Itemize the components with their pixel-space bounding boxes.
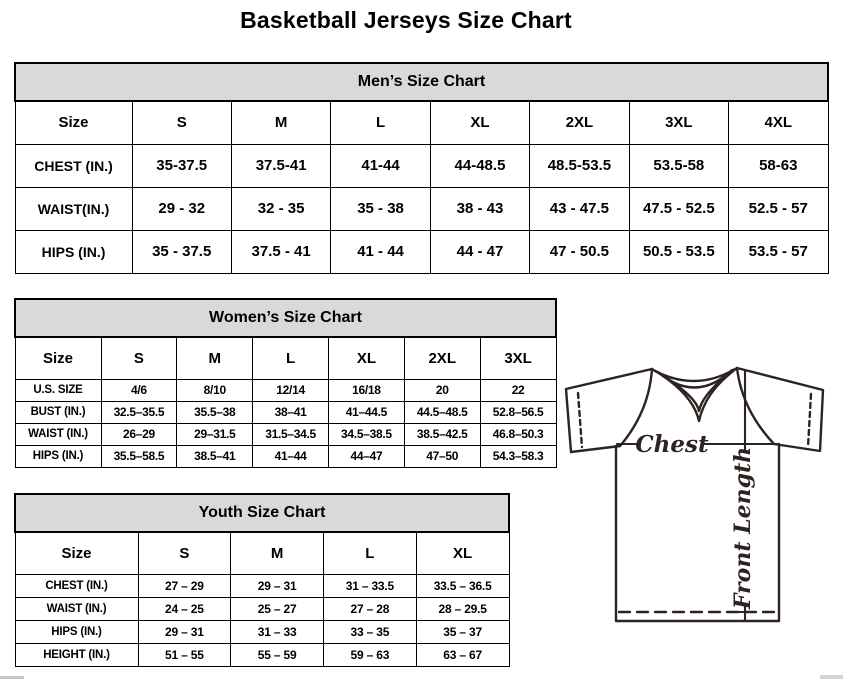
youth-column-header-row <box>15 532 509 574</box>
womens-value-cell: 54.3–58.3 <box>480 445 556 467</box>
mens-value-cell: 43 - 47.5 <box>530 187 629 230</box>
womens-value-cell: 35.5–58.5 <box>101 445 177 467</box>
womens-column-header: L <box>253 337 329 379</box>
youth-value-cell: 29 – 31 <box>138 620 231 643</box>
youth-column-header: M <box>231 532 324 574</box>
mens-column-header: M <box>231 101 330 144</box>
mens-value-cell: 44-48.5 <box>430 144 529 187</box>
womens-column-header: Size <box>15 337 101 379</box>
womens-value-cell: 46.8–50.3 <box>480 423 556 445</box>
mens-table-header-band <box>15 63 828 101</box>
youth-size-table <box>14 493 510 667</box>
womens-value-cell: 12/14 <box>253 379 329 401</box>
youth-value-cell: 35 – 37 <box>416 620 509 643</box>
womens-row-label: BUST (IN.) <box>15 401 101 423</box>
womens-value-cell: 38.5–42.5 <box>404 423 480 445</box>
womens-value-cell: 41–44.5 <box>328 401 404 423</box>
youth-data-row <box>15 620 509 643</box>
womens-value-cell: 8/10 <box>177 379 253 401</box>
womens-data-row <box>15 379 556 401</box>
mens-value-cell: 41-44 <box>331 144 430 187</box>
jersey-measurement-diagram <box>552 350 843 635</box>
womens-table-header-band <box>15 299 556 337</box>
youth-value-cell: 27 – 29 <box>138 574 231 597</box>
mens-value-cell: 29 - 32 <box>132 187 231 230</box>
youth-value-cell: 33.5 – 36.5 <box>416 574 509 597</box>
mens-column-header-row <box>15 101 828 144</box>
youth-row-label: CHEST (IN.) <box>15 574 138 597</box>
womens-row-label: U.S. SIZE <box>15 379 101 401</box>
youth-value-cell: 33 – 35 <box>324 620 417 643</box>
mens-value-cell: 44 - 47 <box>430 230 529 273</box>
womens-value-cell: 47–50 <box>404 445 480 467</box>
youth-column-header: L <box>324 532 417 574</box>
womens-column-header-row <box>15 337 556 379</box>
mens-row-label: WAIST(IN.) <box>15 187 132 230</box>
womens-column-header: 3XL <box>480 337 556 379</box>
jersey-right-sleeve-seam <box>737 368 774 444</box>
womens-data-row <box>15 401 556 423</box>
mens-column-header: 3XL <box>629 101 728 144</box>
womens-value-cell: 4/6 <box>101 379 177 401</box>
mens-column-header: L <box>331 101 430 144</box>
mens-table-title: Men’s Size Chart <box>15 63 828 101</box>
youth-value-cell: 59 – 63 <box>324 643 417 666</box>
womens-value-cell: 38.5–41 <box>177 445 253 467</box>
mens-value-cell: 32 - 35 <box>231 187 330 230</box>
womens-value-cell: 38–41 <box>253 401 329 423</box>
youth-value-cell: 28 – 29.5 <box>416 597 509 620</box>
mens-column-header: 4XL <box>729 101 828 144</box>
womens-value-cell: 44–47 <box>328 445 404 467</box>
womens-value-cell: 29–31.5 <box>177 423 253 445</box>
youth-data-row <box>15 597 509 620</box>
mens-data-row <box>15 187 828 230</box>
mens-value-cell: 58-63 <box>729 144 828 187</box>
youth-data-row <box>15 643 509 666</box>
mens-size-table <box>14 62 829 274</box>
womens-value-cell: 34.5–38.5 <box>328 423 404 445</box>
youth-value-cell: 63 – 67 <box>416 643 509 666</box>
womens-value-cell: 22 <box>480 379 556 401</box>
womens-row-label: WAIST (IN.) <box>15 423 101 445</box>
youth-column-header: Size <box>15 532 138 574</box>
front-length-label: Front Length <box>730 446 756 610</box>
mens-value-cell: 38 - 43 <box>430 187 529 230</box>
mens-value-cell: 35 - 38 <box>331 187 430 230</box>
mens-row-label: CHEST (IN.) <box>15 144 132 187</box>
womens-column-header: S <box>101 337 177 379</box>
mens-value-cell: 48.5-53.5 <box>530 144 629 187</box>
youth-value-cell: 55 – 59 <box>231 643 324 666</box>
youth-value-cell: 31 – 33 <box>231 620 324 643</box>
mens-value-cell: 47 - 50.5 <box>530 230 629 273</box>
womens-data-row <box>15 445 556 467</box>
mens-value-cell: 35 - 37.5 <box>132 230 231 273</box>
youth-value-cell: 51 – 55 <box>138 643 231 666</box>
youth-table-header-band <box>15 494 509 532</box>
mens-value-cell: 41 - 44 <box>331 230 430 273</box>
womens-row-label: HIPS (IN.) <box>15 445 101 467</box>
youth-row-label: HEIGHT (IN.) <box>15 643 138 666</box>
youth-value-cell: 27 – 28 <box>324 597 417 620</box>
youth-column-header: XL <box>416 532 509 574</box>
mens-value-cell: 47.5 - 52.5 <box>629 187 728 230</box>
womens-column-header: XL <box>328 337 404 379</box>
mens-column-header: Size <box>15 101 132 144</box>
mens-row-label: HIPS (IN.) <box>15 230 132 273</box>
mens-value-cell: 37.5-41 <box>231 144 330 187</box>
womens-table-title: Women’s Size Chart <box>15 299 556 337</box>
womens-value-cell: 52.8–56.5 <box>480 401 556 423</box>
chest-label: Chest <box>635 431 709 458</box>
youth-row-label: HIPS (IN.) <box>15 620 138 643</box>
womens-value-cell: 44.5–48.5 <box>404 401 480 423</box>
womens-value-cell: 20 <box>404 379 480 401</box>
mens-value-cell: 53.5-58 <box>629 144 728 187</box>
youth-data-row <box>15 574 509 597</box>
youth-value-cell: 24 – 25 <box>138 597 231 620</box>
right-cuff-stitch-line <box>808 394 811 447</box>
mens-column-header: S <box>132 101 231 144</box>
page-title: Basketball Jerseys Size Chart <box>240 7 572 33</box>
youth-value-cell: 25 – 27 <box>231 597 324 620</box>
youth-column-header: S <box>138 532 231 574</box>
mens-value-cell: 52.5 - 57 <box>729 187 828 230</box>
mens-data-row <box>15 230 828 273</box>
youth-value-cell: 29 – 31 <box>231 574 324 597</box>
youth-value-cell: 31 – 33.5 <box>324 574 417 597</box>
womens-value-cell: 16/18 <box>328 379 404 401</box>
mens-data-row <box>15 144 828 187</box>
mens-column-header: XL <box>430 101 529 144</box>
womens-value-cell: 31.5–34.5 <box>253 423 329 445</box>
womens-column-header: M <box>177 337 253 379</box>
scrollbar-artifact-right <box>820 675 843 679</box>
mens-value-cell: 53.5 - 57 <box>729 230 828 273</box>
youth-row-label: WAIST (IN.) <box>15 597 138 620</box>
womens-value-cell: 41–44 <box>253 445 329 467</box>
left-cuff-stitch-line <box>578 393 582 447</box>
womens-value-cell: 32.5–35.5 <box>101 401 177 423</box>
womens-size-table <box>14 298 557 468</box>
womens-column-header: 2XL <box>404 337 480 379</box>
mens-value-cell: 37.5 - 41 <box>231 230 330 273</box>
mens-value-cell: 35-37.5 <box>132 144 231 187</box>
womens-value-cell: 26–29 <box>101 423 177 445</box>
youth-table-title: Youth Size Chart <box>15 494 509 532</box>
womens-data-row <box>15 423 556 445</box>
mens-column-header: 2XL <box>530 101 629 144</box>
mens-value-cell: 50.5 - 53.5 <box>629 230 728 273</box>
womens-value-cell: 35.5–38 <box>177 401 253 423</box>
